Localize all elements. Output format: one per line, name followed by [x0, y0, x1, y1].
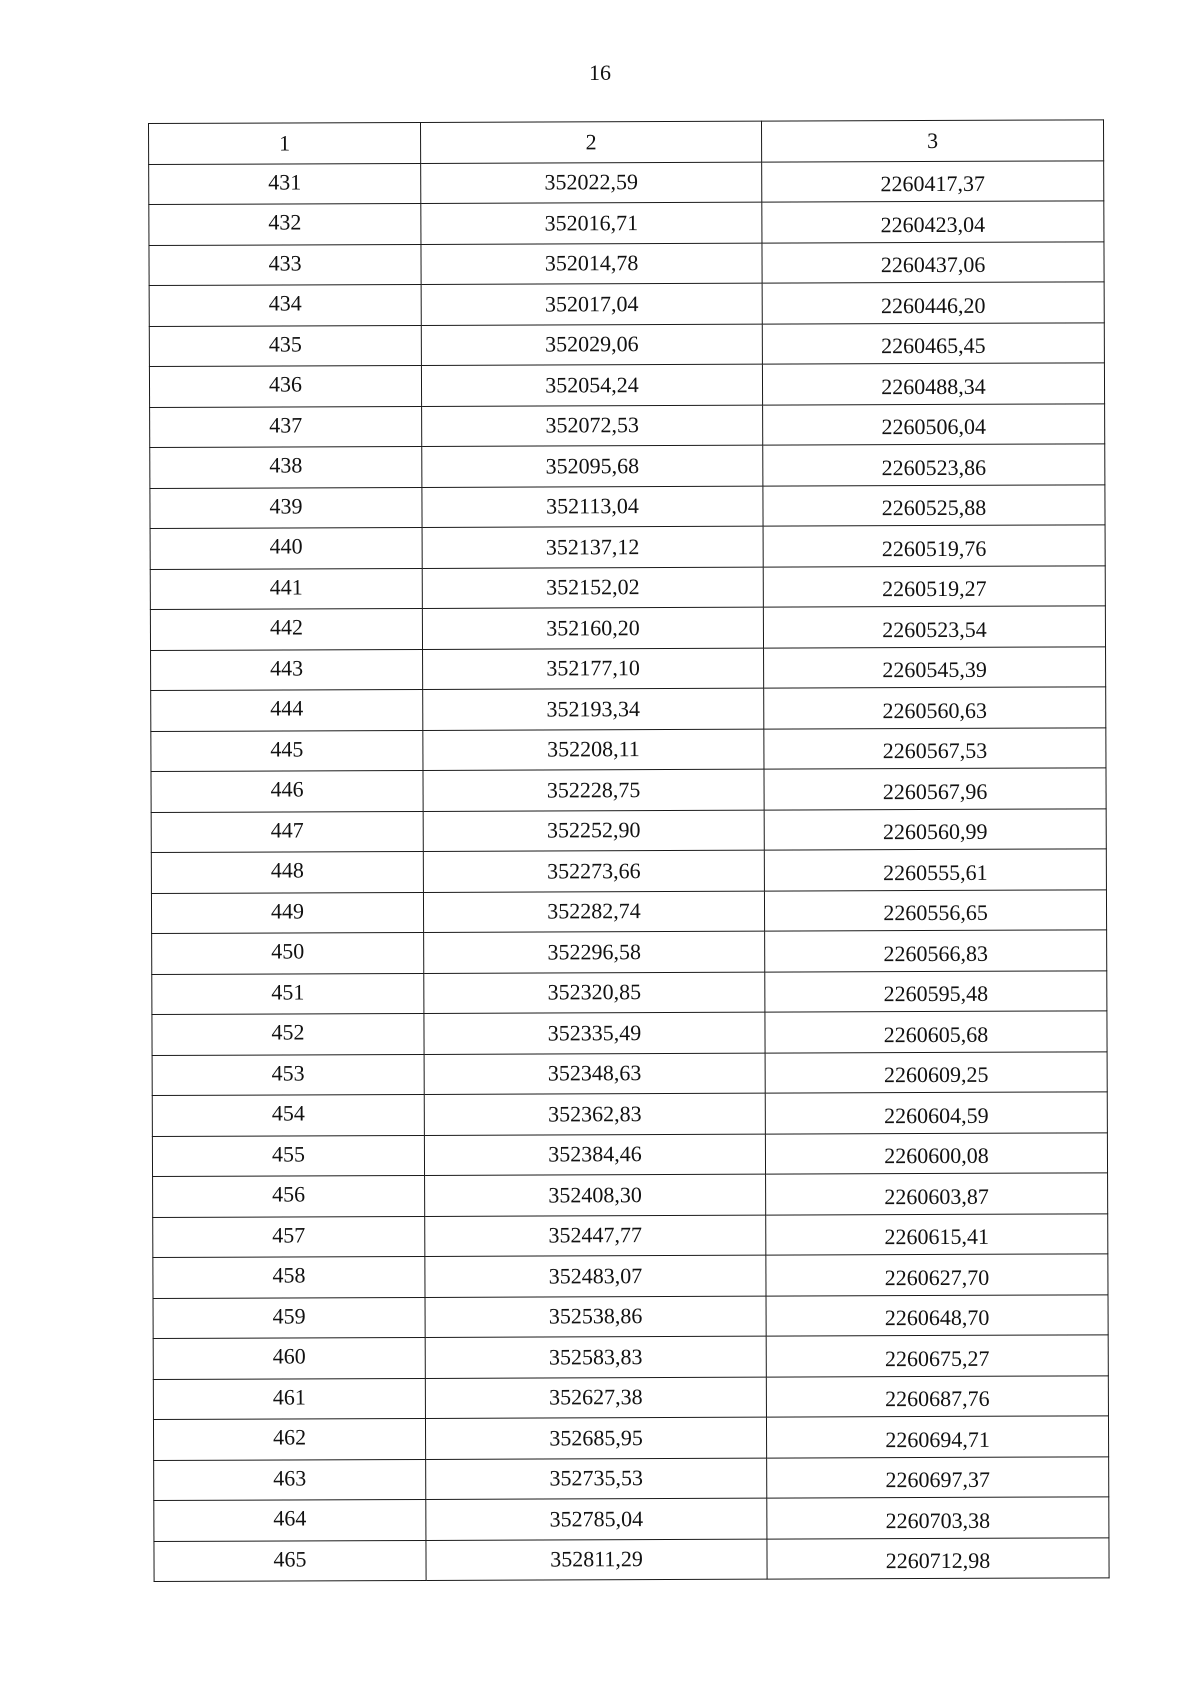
header-row [149, 120, 1104, 164]
x-coordinate-cell: 352296,58 [424, 931, 765, 973]
point-number-cell: 460 [153, 1337, 425, 1379]
table-header [149, 120, 1104, 164]
table-row [149, 322, 1104, 366]
x-coordinate-cell: 352054,24 [421, 364, 762, 406]
point-number-cell: 463 [154, 1459, 426, 1501]
x-coordinate-cell: 352483,07 [425, 1255, 766, 1297]
point-number-cell: 431 [149, 163, 421, 205]
table-row [151, 808, 1106, 852]
point-number-cell: 445 [151, 730, 423, 772]
point-number-cell: 452 [152, 1013, 424, 1055]
x-coordinate-cell: 352447,77 [425, 1215, 766, 1257]
y-coordinate-cell: 2260523,54 [763, 606, 1105, 648]
point-number-cell: 461 [153, 1378, 425, 1420]
point-number-cell: 456 [153, 1175, 425, 1217]
x-coordinate-cell: 352408,30 [425, 1174, 766, 1216]
table-row [151, 727, 1106, 771]
y-coordinate-cell: 2260567,53 [764, 727, 1106, 769]
x-coordinate-cell: 352017,04 [421, 283, 762, 325]
point-number-cell: 442 [150, 608, 422, 650]
y-coordinate-cell: 2260560,99 [764, 808, 1106, 850]
x-coordinate-cell: 352095,68 [422, 445, 763, 487]
x-coordinate-cell: 352335,49 [424, 1012, 765, 1054]
table-row [152, 970, 1107, 1014]
y-coordinate-cell: 2260712,98 [767, 1537, 1109, 1579]
y-coordinate-cell: 2260595,48 [765, 970, 1107, 1012]
table-row [153, 1416, 1108, 1460]
point-number-cell: 454 [152, 1094, 424, 1136]
y-coordinate-cell: 2260446,20 [762, 282, 1104, 324]
point-number-cell: 437 [150, 406, 422, 448]
y-coordinate-cell: 2260697,37 [767, 1456, 1109, 1498]
y-coordinate-cell: 2260604,59 [765, 1092, 1107, 1134]
table-row [149, 282, 1104, 326]
point-number-cell: 459 [153, 1297, 425, 1339]
table-row [153, 1335, 1108, 1379]
point-number-cell: 441 [150, 568, 422, 610]
y-coordinate-cell: 2260556,65 [764, 889, 1106, 931]
table-row [151, 768, 1106, 812]
x-coordinate-cell: 352320,85 [424, 972, 765, 1014]
table-row [152, 1051, 1107, 1095]
table-row [153, 1213, 1108, 1257]
y-coordinate-cell: 2260687,76 [766, 1375, 1108, 1417]
point-number-cell: 435 [149, 325, 421, 367]
table-row [149, 160, 1104, 204]
y-coordinate-cell: 2260560,63 [764, 687, 1106, 729]
x-coordinate-cell: 352228,75 [423, 769, 764, 811]
table-row [152, 930, 1107, 974]
x-coordinate-cell: 352152,02 [422, 567, 763, 609]
point-number-cell: 447 [151, 811, 423, 853]
x-coordinate-cell: 352193,34 [423, 688, 764, 730]
y-coordinate-cell: 2260600,08 [765, 1132, 1107, 1174]
point-number-cell: 446 [151, 770, 423, 812]
table-row [153, 1173, 1108, 1217]
x-coordinate-cell: 352362,83 [424, 1093, 765, 1135]
table-row [153, 1294, 1108, 1338]
point-number-cell: 458 [153, 1256, 425, 1298]
y-coordinate-cell: 2260703,38 [767, 1497, 1109, 1539]
table-row [153, 1375, 1108, 1419]
x-coordinate-cell: 352252,90 [423, 810, 764, 852]
point-number-cell: 440 [150, 527, 422, 569]
x-coordinate-cell: 352160,20 [422, 607, 763, 649]
x-coordinate-cell: 352538,86 [425, 1296, 766, 1338]
point-number-cell: 434 [149, 284, 421, 326]
point-number-cell: 462 [153, 1418, 425, 1460]
table-row [154, 1537, 1109, 1581]
point-number-cell: 439 [150, 487, 422, 529]
y-coordinate-cell: 2260417,37 [762, 160, 1104, 202]
y-coordinate-cell: 2260555,61 [764, 849, 1106, 891]
x-coordinate-cell: 352348,63 [424, 1053, 765, 1095]
y-coordinate-cell: 2260437,06 [762, 241, 1104, 283]
header-cell-3: 3 [761, 120, 1103, 162]
table-row [153, 1254, 1108, 1298]
x-coordinate-cell: 352029,06 [421, 324, 762, 366]
point-number-cell: 451 [152, 973, 424, 1015]
table-row [150, 606, 1105, 650]
table-row [152, 1092, 1107, 1136]
y-coordinate-cell: 2260615,41 [766, 1213, 1108, 1255]
coordinates-table [148, 119, 1110, 1582]
y-coordinate-cell: 2260525,88 [763, 484, 1105, 526]
point-number-cell: 444 [151, 689, 423, 731]
y-coordinate-cell: 2260545,39 [764, 646, 1106, 688]
x-coordinate-cell: 352137,12 [422, 526, 763, 568]
y-coordinate-cell: 2260609,25 [765, 1051, 1107, 1093]
table-row [150, 525, 1105, 569]
x-coordinate-cell: 352811,29 [426, 1539, 767, 1581]
table-row [154, 1497, 1109, 1541]
point-number-cell: 443 [151, 649, 423, 691]
header-cell-2: 2 [420, 121, 761, 163]
table-row [152, 1011, 1107, 1055]
table-row [151, 687, 1106, 731]
table-row [149, 363, 1104, 407]
y-coordinate-cell: 2260567,96 [764, 768, 1106, 810]
point-number-cell: 432 [149, 203, 421, 245]
table-row [150, 444, 1105, 488]
table-row [152, 1132, 1107, 1176]
y-coordinate-cell: 2260603,87 [766, 1173, 1108, 1215]
table-row [154, 1456, 1109, 1500]
page-number: 16 [589, 60, 611, 85]
header-cell-1: 1 [149, 122, 421, 164]
x-coordinate-cell: 352177,10 [423, 648, 764, 690]
table-row [151, 889, 1106, 933]
x-coordinate-cell: 352208,11 [423, 729, 764, 771]
y-coordinate-cell: 2260627,70 [766, 1254, 1108, 1296]
x-coordinate-cell: 352583,83 [425, 1336, 766, 1378]
y-coordinate-cell: 2260519,27 [763, 565, 1105, 607]
x-coordinate-cell: 352685,95 [425, 1417, 766, 1459]
table-row [151, 646, 1106, 690]
point-number-cell: 433 [149, 244, 421, 286]
point-number-cell: 453 [152, 1054, 424, 1096]
point-number-cell: 449 [151, 892, 423, 934]
table-row [149, 241, 1104, 285]
x-coordinate-cell: 352735,53 [426, 1458, 767, 1500]
table-row [150, 403, 1105, 447]
y-coordinate-cell: 2260423,04 [762, 201, 1104, 243]
x-coordinate-cell: 352072,53 [422, 405, 763, 447]
point-number-cell: 457 [153, 1216, 425, 1258]
point-number-cell: 450 [152, 932, 424, 974]
table-body [149, 160, 1109, 1581]
table-row [149, 201, 1104, 245]
x-coordinate-cell: 352113,04 [422, 486, 763, 528]
y-coordinate-cell: 2260648,70 [766, 1294, 1108, 1336]
y-coordinate-cell: 2260694,71 [766, 1416, 1108, 1458]
y-coordinate-cell: 2260566,83 [765, 930, 1107, 972]
y-coordinate-cell: 2260523,86 [763, 444, 1105, 486]
x-coordinate-cell: 352022,59 [421, 162, 762, 204]
x-coordinate-cell: 352273,66 [423, 850, 764, 892]
x-coordinate-cell: 352014,78 [421, 243, 762, 285]
x-coordinate-cell: 352282,74 [423, 891, 764, 933]
y-coordinate-cell: 2260506,04 [763, 403, 1105, 445]
x-coordinate-cell: 352627,38 [425, 1377, 766, 1419]
table-row [150, 484, 1105, 528]
x-coordinate-cell: 352785,04 [426, 1498, 767, 1540]
y-coordinate-cell: 2260488,34 [762, 363, 1104, 405]
point-number-cell: 448 [151, 851, 423, 893]
y-coordinate-cell: 2260519,76 [763, 525, 1105, 567]
table-row [151, 849, 1106, 893]
point-number-cell: 465 [154, 1540, 426, 1582]
table-row [150, 565, 1105, 609]
y-coordinate-cell: 2260675,27 [766, 1335, 1108, 1377]
point-number-cell: 455 [152, 1135, 424, 1177]
y-coordinate-cell: 2260605,68 [765, 1011, 1107, 1053]
point-number-cell: 464 [154, 1499, 426, 1541]
coordinates-table-container [148, 119, 1109, 1582]
point-number-cell: 436 [149, 365, 421, 407]
x-coordinate-cell: 352016,71 [421, 202, 762, 244]
y-coordinate-cell: 2260465,45 [762, 322, 1104, 364]
x-coordinate-cell: 352384,46 [424, 1134, 765, 1176]
point-number-cell: 438 [150, 446, 422, 488]
